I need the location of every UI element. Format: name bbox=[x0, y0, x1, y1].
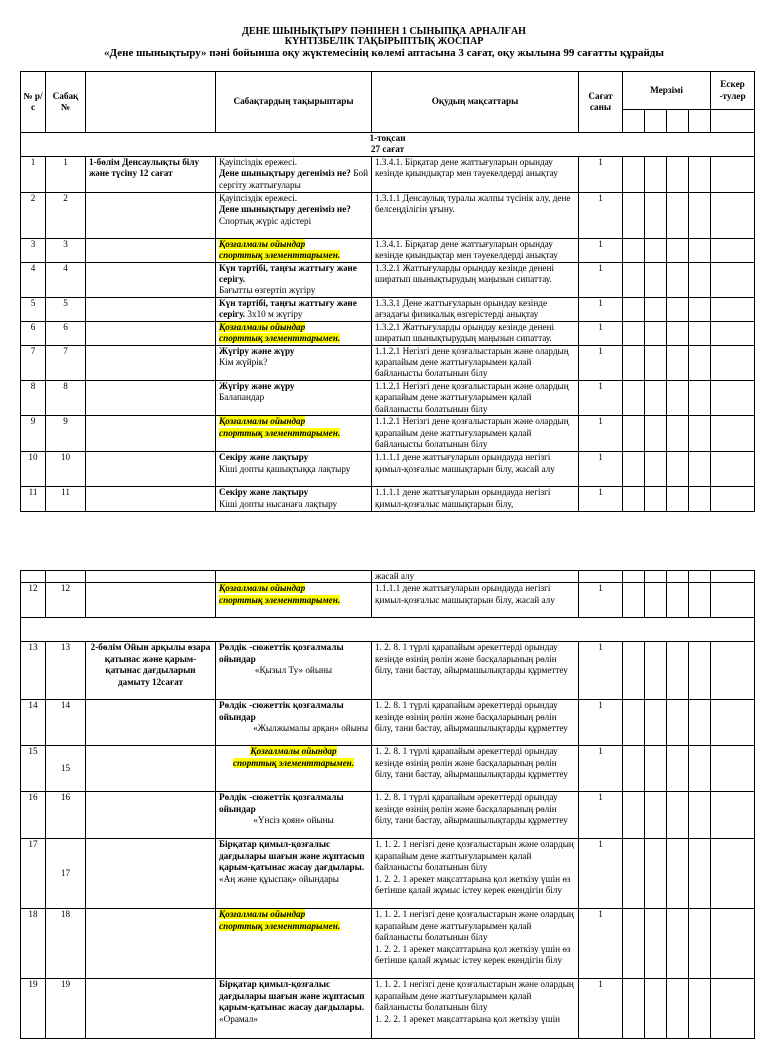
table-cell: 1 bbox=[579, 746, 623, 792]
table-cell: 1 bbox=[579, 156, 623, 192]
table-cell: 4 bbox=[46, 262, 86, 297]
table-row bbox=[21, 909, 755, 979]
table-cell: 1 bbox=[579, 452, 623, 487]
table-cell: Жүгіру және жүру Кім жүйрік? bbox=[216, 345, 372, 380]
table-cell: 18 bbox=[21, 909, 46, 979]
section-title: 2-бөлім Ойын арқылы өзара қатынас және қарым-қатынас дағдыларын дамыту 12сағат bbox=[86, 642, 216, 700]
table-cell bbox=[623, 746, 645, 792]
table-cell bbox=[667, 909, 689, 979]
table-cell bbox=[689, 321, 711, 345]
table-cell bbox=[623, 642, 645, 700]
table-cell: 1.1.1.1 дене жаттығуларын орындауда негізгі қимыл-қозғалыс машықтарын білу, bbox=[372, 487, 579, 512]
table-row bbox=[21, 487, 755, 512]
table-cell bbox=[689, 345, 711, 380]
table-cell: 4 bbox=[21, 262, 46, 297]
table-cell: 1 bbox=[579, 416, 623, 452]
table-cell: 1. 2. 8. 1 түрлі қарапайым әрекеттерді орындау кезінде өзінің рөлін және басқаларының рөлін білу, тани бастау, айырмашылықтарды құрметтеу bbox=[372, 642, 579, 700]
spacer-row bbox=[21, 618, 755, 642]
table-cell bbox=[86, 416, 216, 452]
table-cell bbox=[667, 571, 689, 583]
table-cell bbox=[645, 979, 667, 1039]
table-cell: 9 bbox=[21, 416, 46, 452]
table-cell: 5 bbox=[21, 297, 46, 321]
table-cell: 13 bbox=[21, 642, 46, 700]
table-row bbox=[21, 321, 755, 345]
table-cell bbox=[667, 156, 689, 192]
table-cell: 16 bbox=[21, 792, 46, 839]
table-cell bbox=[689, 792, 711, 839]
table-cell bbox=[623, 452, 645, 487]
table-cell bbox=[689, 583, 711, 618]
table-cell bbox=[645, 321, 667, 345]
table-cell bbox=[579, 571, 623, 583]
table-cell: 1 bbox=[579, 792, 623, 839]
table-cell bbox=[711, 156, 755, 192]
table-cell bbox=[711, 571, 755, 583]
table-cell bbox=[86, 583, 216, 618]
table-row bbox=[21, 792, 755, 839]
table-cell bbox=[711, 262, 755, 297]
table-cell: 14 bbox=[21, 700, 46, 746]
table-cell: 1.3.4.1. Бірқатар дене жаттығуларын орындау кезінде қиындықтар мен тәуекелдерді анықтау bbox=[372, 156, 579, 192]
table-row bbox=[21, 380, 755, 415]
table-cell: 1.3.2.1 Жаттығуларды орындау кезінде денені ширатып шынықтырудың маңызын сипаттау. bbox=[372, 321, 579, 345]
table-cell bbox=[667, 321, 689, 345]
table-cell: 12 bbox=[46, 583, 86, 618]
table-cell: Рөлдік -сюжеттік қозғалмалы ойындар «Жылжымалы арқан» ойыны bbox=[216, 700, 372, 746]
table-cell bbox=[86, 380, 216, 415]
table-row bbox=[21, 192, 755, 238]
table-cell bbox=[645, 700, 667, 746]
section-title: 1-бөлім Денсаулықты білу және түсіну 12 сағат bbox=[86, 156, 216, 192]
table-row bbox=[21, 839, 755, 909]
table-cell bbox=[645, 110, 667, 133]
table-cell bbox=[689, 192, 711, 238]
table-cell bbox=[86, 746, 216, 792]
table-cell bbox=[623, 156, 645, 192]
table-cell: 1. 1. 2. 1 негізгі дене қозғалыстарын және олардың қарапайым дене жаттығуларымен қалай байланысты болатынын білу 1. 2. 2. 1 әрекет мақсаттарына қол жеткізу үшін өз бетінше қалай жұмыс істеу керек екендігін білу bbox=[372, 839, 579, 909]
table-row bbox=[21, 642, 755, 700]
table-cell: жасай алу bbox=[372, 571, 579, 583]
table-cell bbox=[711, 487, 755, 512]
table-cell: Бірқатар қимыл-қозғалыс дағдылары шағын және жұптасып қарым-қатынас жасау дағдылары. «Аң және құыспақ» ойындары bbox=[216, 839, 372, 909]
table-cell bbox=[645, 380, 667, 415]
table-cell bbox=[711, 700, 755, 746]
table-cell: 15 bbox=[21, 746, 46, 792]
table-cell bbox=[667, 583, 689, 618]
table-cell bbox=[711, 345, 755, 380]
table-cell bbox=[711, 238, 755, 262]
table-cell bbox=[86, 487, 216, 512]
table-cell bbox=[645, 839, 667, 909]
table-cell bbox=[645, 345, 667, 380]
table-cell: 6 bbox=[21, 321, 46, 345]
table-cell bbox=[623, 571, 645, 583]
table-cell bbox=[623, 839, 645, 909]
table-cell bbox=[689, 700, 711, 746]
table-cell bbox=[689, 297, 711, 321]
table-cell bbox=[711, 416, 755, 452]
table-cell: Жүгіру және жүру Балапандар bbox=[216, 380, 372, 415]
table-cell: 9 bbox=[46, 416, 86, 452]
table-cell bbox=[645, 909, 667, 979]
doc-title-line1: ДЕНЕ ШЫНЫҚТЫРУ ПӘНІНЕН 1 СЫНЫПҚА АРНАЛҒАН bbox=[242, 26, 526, 37]
table-cell bbox=[86, 452, 216, 487]
table-cell: 16 bbox=[46, 792, 86, 839]
table-cell: 2 bbox=[21, 192, 46, 238]
table-cell bbox=[623, 192, 645, 238]
table-cell: 1 bbox=[579, 839, 623, 909]
table-cell bbox=[711, 297, 755, 321]
table-cell: 8 bbox=[21, 380, 46, 415]
table-cell bbox=[86, 297, 216, 321]
table-cell bbox=[86, 571, 216, 583]
table-cell bbox=[86, 909, 216, 979]
table-cell: 1.3.2.1 Жаттығуларды орындау кезінде денені ширатып шынықтырудың маңызын сипаттау. bbox=[372, 262, 579, 297]
table-cell: Қауіпсіздік ережесі. Дене шынықтыру дегеніміз не? Спортық жүріс әдістері bbox=[216, 192, 372, 238]
table-cell: Секіру және лақтыру Кіші допты қашықтыққа лақтыру bbox=[216, 452, 372, 487]
table-cell bbox=[216, 571, 372, 583]
quarter-hours: 27 сағат bbox=[370, 144, 405, 155]
table-cell bbox=[689, 452, 711, 487]
table-cell: 1 bbox=[579, 238, 623, 262]
table-row bbox=[21, 746, 755, 792]
table-cell bbox=[645, 571, 667, 583]
table-cell: 10 bbox=[21, 452, 46, 487]
table-cell bbox=[623, 909, 645, 979]
table-cell bbox=[623, 792, 645, 839]
table-cell bbox=[86, 321, 216, 345]
table-cell: 1 bbox=[579, 192, 623, 238]
col-goals-header: Оқудың мақсаттары bbox=[372, 72, 579, 133]
col-num-header: № р/с bbox=[21, 72, 46, 133]
table-cell: Секіру және лақтыру Кіші допты нысанаға лақтыру bbox=[216, 487, 372, 512]
table-cell: 14 bbox=[46, 700, 86, 746]
table-cell bbox=[667, 642, 689, 700]
table-cell bbox=[645, 487, 667, 512]
col-notes-header: Ескер -тулер bbox=[711, 72, 755, 110]
table-cell: 1 bbox=[21, 156, 46, 192]
table-cell bbox=[711, 452, 755, 487]
table-cell bbox=[711, 746, 755, 792]
doc-title-line3: «Дене шынықтыру» пәні бойынша оқу жүктемесінің көлемі аптасына 3 сағат, оқу жылына 99 сағатты құрайды bbox=[104, 47, 664, 59]
table-cell: 1. 1. 2. 1 негізгі дене қозғалыстарын және олардың қарапайым дене жаттығуларымен қалай байланысты болатынын білу 1. 2. 2. 1 әрекет мақсаттарына қол жеткізу үшін өз бетінше қалай жұмыс істеу керек екендігін білу bbox=[372, 909, 579, 979]
table-cell bbox=[623, 979, 645, 1039]
table-cell: 3 bbox=[46, 238, 86, 262]
table-cell: Бірқатар қимыл-қозғалыс дағдылары шағын және жұптасып қарым-қатынас жасау дағдылары. «Орамал» bbox=[216, 979, 372, 1039]
table-cell bbox=[645, 156, 667, 192]
table-cell bbox=[711, 909, 755, 979]
table-row bbox=[21, 452, 755, 487]
table-cell bbox=[86, 792, 216, 839]
table-cell: 1. 2. 8. 1 түрлі қарапайым әрекеттерді орындау кезінде өзінің рөлін және басқаларының рөлін білу, тани бастау, айырмашылықтарды құрметтеу bbox=[372, 792, 579, 839]
table-cell: 1 bbox=[579, 979, 623, 1039]
table-cell bbox=[667, 792, 689, 839]
table-cell bbox=[645, 746, 667, 792]
table-cell bbox=[645, 452, 667, 487]
table-cell bbox=[645, 792, 667, 839]
table-cell: Қозғалмалы ойындар спорттық элементтарымен. bbox=[216, 909, 372, 979]
table-cell bbox=[86, 262, 216, 297]
table-cell bbox=[623, 416, 645, 452]
table-row bbox=[21, 345, 755, 380]
table-cell bbox=[711, 192, 755, 238]
table-cell: Күн тәртібі, таңғы жаттығу және серігу. Бағытты өзгертіп жүгіру bbox=[216, 262, 372, 297]
table-row bbox=[21, 571, 755, 583]
table-cell bbox=[623, 700, 645, 746]
table-cell bbox=[667, 700, 689, 746]
table-cell bbox=[645, 642, 667, 700]
table-cell bbox=[667, 839, 689, 909]
table-cell: 1.1.2.1 Негізгі дене қозғалыстарын және олардың қарапайым дене жаттығуларымен қалай байланысты болатынын білу bbox=[372, 380, 579, 415]
table-cell bbox=[623, 380, 645, 415]
table-cell: 17 bbox=[21, 839, 46, 909]
col-topics-header: Сабақтардың тақырыптары bbox=[216, 72, 372, 133]
table-cell: Қозғалмалы ойындар спорттық элементтарымен. bbox=[216, 321, 372, 345]
table-cell bbox=[645, 583, 667, 618]
table-cell: Күн тәртібі, таңғы жаттығу және серігу. 3х10 м жүгіру bbox=[216, 297, 372, 321]
table-cell: 1.3.3.1 Дене жаттығуларын орындау кезінде ағзадағы физикалық өзгерістерді анықтау bbox=[372, 297, 579, 321]
table-cell: Қозғалмалы ойындар спорттық элементтарымен. bbox=[216, 416, 372, 452]
plan-table-page1 bbox=[20, 71, 755, 512]
table-cell bbox=[86, 979, 216, 1039]
table-cell: 1 bbox=[579, 700, 623, 746]
table-cell: 12 bbox=[21, 583, 46, 618]
table-cell bbox=[667, 238, 689, 262]
col-section-header bbox=[86, 72, 216, 133]
table-cell bbox=[86, 839, 216, 909]
doc-title-line2: КҮНТІЗБЕЛІК ТАҚЫРЫПТЫҚ ЖОСПАР bbox=[284, 36, 484, 47]
col-hours-header: Сағат саны bbox=[579, 72, 623, 133]
table-cell bbox=[645, 262, 667, 297]
table-cell bbox=[21, 133, 755, 157]
table-cell bbox=[623, 238, 645, 262]
table-cell: 8 bbox=[46, 380, 86, 415]
table-cell bbox=[689, 642, 711, 700]
table-cell: 19 bbox=[46, 979, 86, 1039]
table-cell bbox=[623, 487, 645, 512]
table-cell: 1.1.1.1 дене жаттығуларын орындауда негізгі қимыл-қозғалыс машықтарын білу, жасай алу bbox=[372, 583, 579, 618]
table-cell bbox=[689, 909, 711, 979]
table-cell: 11 bbox=[21, 487, 46, 512]
table-cell bbox=[645, 416, 667, 452]
table-cell bbox=[645, 297, 667, 321]
table-cell bbox=[711, 583, 755, 618]
table-cell: 7 bbox=[46, 345, 86, 380]
quarter-name: 1-тоқсан bbox=[369, 133, 406, 143]
table-cell bbox=[667, 380, 689, 415]
table-cell bbox=[86, 700, 216, 746]
table-cell: 1 bbox=[579, 345, 623, 380]
table-cell: 13 bbox=[46, 642, 86, 700]
table-cell bbox=[711, 110, 755, 133]
table-cell bbox=[623, 262, 645, 297]
table-cell: 1 bbox=[579, 321, 623, 345]
table-cell: 5 bbox=[46, 297, 86, 321]
table-cell bbox=[667, 487, 689, 512]
table-cell bbox=[689, 839, 711, 909]
table-cell bbox=[711, 979, 755, 1039]
col-dates-header: Мерзімі bbox=[623, 72, 711, 110]
table-cell bbox=[645, 238, 667, 262]
table-row bbox=[21, 979, 755, 1039]
table-cell: 1.1.2.1 Негізгі дене қозғалыстарын және олардың қарапайым дене жаттығуларымен қалай байланысты болатынын білу bbox=[372, 416, 579, 452]
plan-table-page2 bbox=[20, 570, 755, 1039]
table-cell bbox=[689, 110, 711, 133]
table-cell bbox=[86, 192, 216, 238]
table-row bbox=[21, 297, 755, 321]
table-cell: 15 bbox=[46, 746, 86, 792]
table-cell bbox=[667, 416, 689, 452]
table-cell: 2 bbox=[46, 192, 86, 238]
table-cell bbox=[46, 571, 86, 583]
table-cell bbox=[689, 416, 711, 452]
table-cell: 1 bbox=[579, 909, 623, 979]
table-cell bbox=[86, 238, 216, 262]
table-cell: 11 bbox=[46, 487, 86, 512]
table-cell: Қозғалмалы ойындар спорттық элементтарымен. bbox=[216, 746, 372, 792]
table-cell: Қозғалмалы ойындар спорттық элементтарымен. bbox=[216, 583, 372, 618]
table-cell bbox=[689, 238, 711, 262]
table-cell: Рөлдік -сюжеттік қозғалмалы ойындар «Үнсіз қоян» ойыны bbox=[216, 792, 372, 839]
table-cell bbox=[711, 321, 755, 345]
table-cell bbox=[689, 487, 711, 512]
quarter-row bbox=[21, 133, 755, 157]
table-cell bbox=[689, 571, 711, 583]
table-cell bbox=[711, 839, 755, 909]
table-cell bbox=[623, 297, 645, 321]
table-cell: 1.1.1.1 дене жаттығуларын орындауда негізгі қимыл-қозғалыс машықтарын білу, жасай алу bbox=[372, 452, 579, 487]
table-cell: 1 bbox=[579, 642, 623, 700]
table-cell bbox=[667, 452, 689, 487]
table-cell bbox=[667, 979, 689, 1039]
header-row bbox=[21, 72, 755, 110]
table-cell bbox=[623, 110, 645, 133]
table-cell: 1 bbox=[46, 156, 86, 192]
table-cell bbox=[86, 345, 216, 380]
table-cell bbox=[667, 110, 689, 133]
table-cell: Қозғалмалы ойындар спорттық элементтарымен. bbox=[216, 238, 372, 262]
table-cell: 7 bbox=[21, 345, 46, 380]
table-cell: 1 bbox=[579, 583, 623, 618]
table-cell bbox=[21, 571, 46, 583]
table-cell bbox=[667, 192, 689, 238]
col-lesson-header: Сабақ № bbox=[46, 72, 86, 133]
table-cell: 19 bbox=[21, 979, 46, 1039]
table-cell bbox=[667, 345, 689, 380]
table-cell: 1. 2. 8. 1 түрлі қарапайым әрекеттерді орындау кезінде өзінің рөлін және басқаларының рөлін білу, тани бастау, айырмашылықтарды құрметтеу bbox=[372, 746, 579, 792]
table-cell bbox=[711, 642, 755, 700]
table-cell: Рөлдік -сюжеттік қозғалмалы ойындар «Қызыл Ту» ойыны bbox=[216, 642, 372, 700]
table-cell bbox=[667, 746, 689, 792]
table-cell: 1 bbox=[579, 262, 623, 297]
table-cell bbox=[711, 792, 755, 839]
table-cell: 1.3.4.1. Бірқатар дене жаттығуларын орындау кезінде қиындықтар мен тәуекелдерді анықтау bbox=[372, 238, 579, 262]
table-cell: 18 bbox=[46, 909, 86, 979]
table-cell: 1.3.1.1 Денсаулық туралы жалпы түсінік алу, дене белсеңділігін ұғыну. bbox=[372, 192, 579, 238]
table-cell: 17 bbox=[46, 839, 86, 909]
table-row bbox=[21, 583, 755, 618]
table-cell bbox=[711, 380, 755, 415]
table-cell: Қауіпсіздік ережесі. Дене шынықтыру дегеніміз не? Бой сергіту жаттығулары bbox=[216, 156, 372, 192]
table-cell: 6 bbox=[46, 321, 86, 345]
table-cell: 10 bbox=[46, 452, 86, 487]
table-cell bbox=[667, 262, 689, 297]
table-cell bbox=[21, 618, 755, 642]
table-row bbox=[21, 700, 755, 746]
table-row bbox=[21, 416, 755, 452]
table-cell bbox=[689, 380, 711, 415]
table-cell: 3 bbox=[21, 238, 46, 262]
table-row bbox=[21, 238, 755, 262]
table-cell bbox=[689, 156, 711, 192]
table-cell bbox=[645, 192, 667, 238]
table-cell bbox=[667, 297, 689, 321]
table-cell: 1 bbox=[579, 297, 623, 321]
table-cell bbox=[623, 321, 645, 345]
table-cell bbox=[689, 979, 711, 1039]
table-cell bbox=[689, 262, 711, 297]
table-row bbox=[21, 262, 755, 297]
table-row bbox=[21, 156, 755, 192]
table-cell: 1. 1. 2. 1 негізгі дене қозғалыстарын және олардың қарапайым дене жаттығуларымен қалай байланысты болатынын білу 1. 2. 2. 1 әрекет мақсаттарына қол жеткізу үшін bbox=[372, 979, 579, 1039]
table-cell bbox=[689, 746, 711, 792]
table-cell: 1.1.2.1 Негізгі дене қозғалыстарын және олардың қарапайым дене жаттығуларымен қалай байланысты болатынын білу bbox=[372, 345, 579, 380]
table-cell: 1 bbox=[579, 487, 623, 512]
table-cell: 1. 2. 8. 1 түрлі қарапайым әрекеттерді орындау кезінде өзінің рөлін және басқаларының рөлін білу, тани бастау, айырмашылықтарды құрметтеу bbox=[372, 700, 579, 746]
table-cell bbox=[623, 345, 645, 380]
table-cell bbox=[623, 583, 645, 618]
table-cell: 1 bbox=[579, 380, 623, 415]
